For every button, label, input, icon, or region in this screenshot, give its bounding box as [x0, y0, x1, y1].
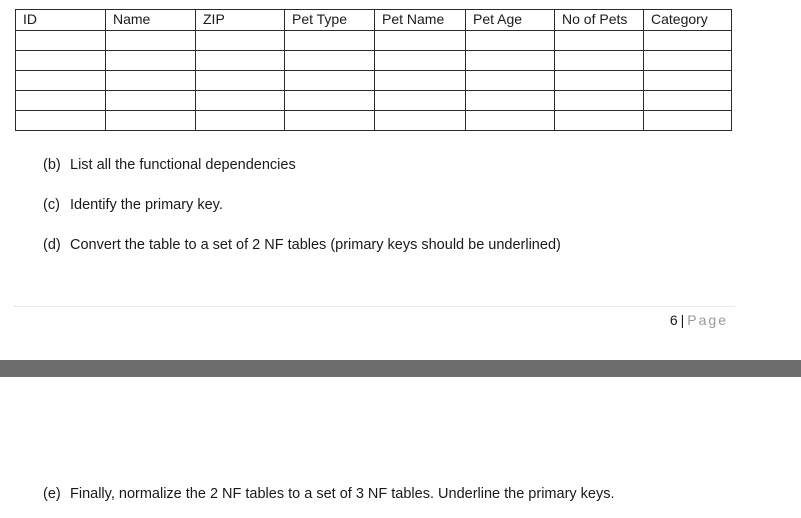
- table-cell: [16, 31, 106, 51]
- header-pet-age: Pet Age: [466, 10, 555, 31]
- table-cell: [555, 91, 644, 111]
- table-cell: [196, 111, 285, 131]
- table-row: [16, 51, 732, 71]
- table-cell: [196, 91, 285, 111]
- question-text: Identify the primary key.: [70, 197, 223, 213]
- table-cell: [106, 91, 196, 111]
- question-letter: (b): [43, 157, 61, 173]
- table-cell: [466, 91, 555, 111]
- question-d: [43, 237, 561, 253]
- table-cell: [16, 71, 106, 91]
- page-separator: |: [680, 312, 685, 328]
- table-cell: [375, 71, 466, 91]
- table-cell: [285, 91, 375, 111]
- header-no-of-pets: No of Pets: [555, 10, 644, 31]
- table-cell: [106, 51, 196, 71]
- page-number: 6: [669, 312, 678, 328]
- table-cell: [375, 51, 466, 71]
- table-cell: [644, 31, 732, 51]
- table-cell: [106, 31, 196, 51]
- table-cell: [375, 111, 466, 131]
- header-id: ID: [16, 10, 106, 31]
- header-pet-type: Pet Type: [285, 10, 375, 31]
- table-cell: [555, 31, 644, 51]
- header-category: Category: [644, 10, 732, 31]
- question-c: [43, 197, 223, 213]
- footer-divider: [14, 306, 735, 307]
- table-cell: [644, 111, 732, 131]
- table-row: [16, 31, 732, 51]
- table-cell: [375, 31, 466, 51]
- question-letter: (c): [43, 197, 60, 213]
- table-cell: [196, 51, 285, 71]
- page-label: Page: [687, 312, 728, 328]
- table-cell: [106, 111, 196, 131]
- table-cell: [466, 31, 555, 51]
- table-cell: [196, 31, 285, 51]
- header-name: Name: [106, 10, 196, 31]
- table-header-row: [16, 10, 732, 31]
- page-footer: [670, 312, 728, 328]
- table-cell: [375, 91, 466, 111]
- question-text: List all the functional dependencies: [70, 157, 296, 173]
- table-cell: [196, 71, 285, 91]
- table-row: [16, 91, 732, 111]
- question-letter: (d): [43, 237, 61, 253]
- table-cell: [285, 51, 375, 71]
- table-cell: [644, 71, 732, 91]
- table-cell: [16, 91, 106, 111]
- table-cell: [644, 91, 732, 111]
- table-cell: [466, 111, 555, 131]
- table-cell: [285, 111, 375, 131]
- table-cell: [466, 71, 555, 91]
- table-cell: [285, 71, 375, 91]
- table-cell: [16, 51, 106, 71]
- question-letter: (e): [43, 486, 61, 502]
- table-row: [16, 111, 732, 131]
- question-e: [43, 486, 615, 502]
- question-text: Convert the table to a set of 2 NF tables (primary keys should be underlined): [70, 237, 561, 253]
- table-cell: [644, 51, 732, 71]
- table-row: [16, 71, 732, 91]
- table-cell: [555, 111, 644, 131]
- table-cell: [466, 51, 555, 71]
- question-text: Finally, normalize the 2 NF tables to a set of 3 NF tables. Underline the primary keys.: [70, 486, 615, 502]
- header-zip: ZIP: [196, 10, 285, 31]
- question-b: [43, 157, 296, 173]
- page-break-gap: [0, 360, 801, 377]
- table-cell: [106, 71, 196, 91]
- table-cell: [285, 31, 375, 51]
- table-cell: [555, 51, 644, 71]
- table-cell: [16, 111, 106, 131]
- table-cell: [555, 71, 644, 91]
- header-pet-name: Pet Name: [375, 10, 466, 31]
- data-table: [15, 9, 732, 131]
